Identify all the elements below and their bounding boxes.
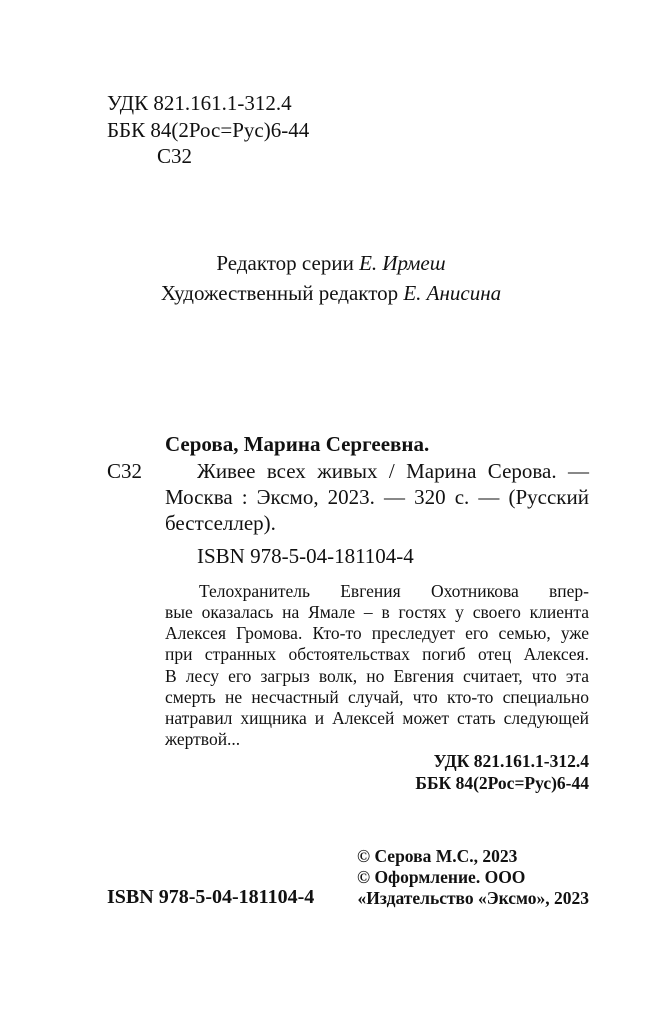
copyright-publisher: «Издательство «Эксмо», 2023 — [357, 888, 589, 908]
art-editor-line — [0, 281, 662, 306]
record-line-3: бестселлер). — [165, 511, 276, 535]
author-mark: С32 — [157, 144, 193, 168]
series-editor-line — [0, 251, 662, 276]
record-line-2: Москва : Эксмо, 2023. — 320 с. — (Русский — [165, 485, 589, 509]
bbk-code: ББК 84(2Рос=Рус)6-44 — [107, 118, 310, 142]
copyright-design: © Оформление. ООО — [357, 867, 526, 887]
annotation-line: смерть не несчастный случай, что кто-то специально — [165, 687, 589, 707]
copyright-author: © Серова М.С., 2023 — [357, 846, 518, 866]
record-author-mark: С32 — [107, 459, 143, 483]
annotation-line: натравил хищника и Алексей может стать следующей — [165, 708, 589, 728]
annotation-line: вые оказалась на Ямале – в гостях у своего клиента — [165, 602, 589, 622]
record-line-1: Живее всех живых / Марина Серова. — — [197, 459, 589, 483]
annotation-line: жертвой... — [165, 729, 241, 749]
author-heading: Серова, Марина Сергеевна. — [165, 432, 430, 456]
footer-isbn: ISBN 978-5-04-181104-4 — [107, 886, 315, 908]
annotation-line: Телохранитель Евгения Охотникова впер- — [199, 581, 589, 601]
bbk-code-repeat: ББК 84(2Рос=Рус)6-44 — [415, 773, 589, 793]
udk-code-repeat: УДК 821.161.1-312.4 — [433, 751, 589, 771]
series-editor-label: Редактор серии — [216, 251, 360, 275]
annotation-line: Алексея Громова. Кто-то преследует его семью, уже — [165, 623, 589, 643]
annotation-line: при странных обстоятельствах погиб отец Алексея. — [165, 644, 589, 664]
udk-code: УДК 821.161.1-312.4 — [107, 91, 292, 115]
series-editor-name: Е. Ирмеш — [359, 251, 446, 275]
annotation-line: В лесу его загрыз волк, но Евгения считает, что эта — [165, 666, 589, 686]
art-editor-name: Е. Анисина — [403, 281, 502, 305]
record-isbn: ISBN 978-5-04-181104-4 — [197, 544, 414, 568]
art-editor-label: Художественный редактор — [160, 281, 404, 305]
